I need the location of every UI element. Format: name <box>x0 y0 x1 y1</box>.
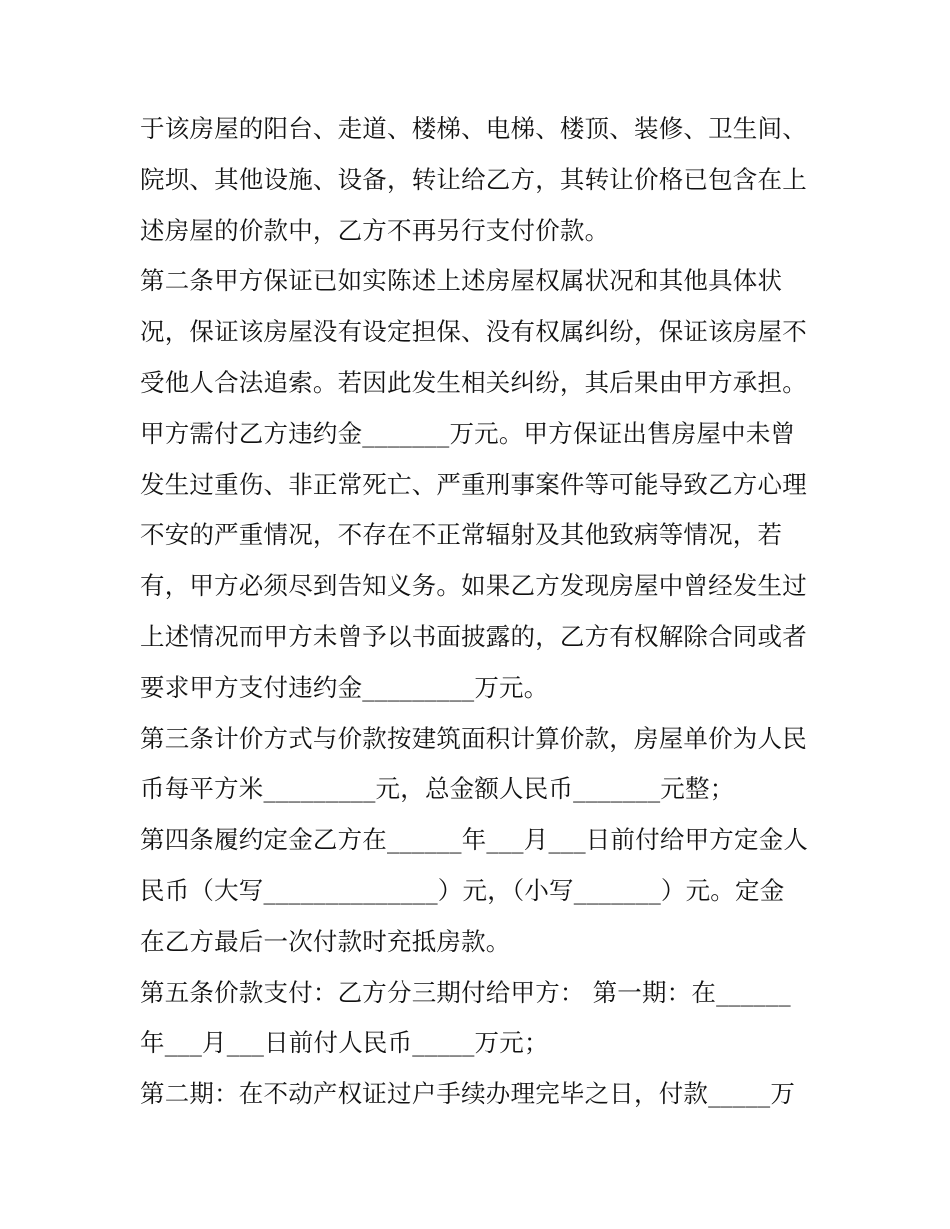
text-line: 第三条计价方式与价款按建筑面积计算价款，房屋单价为人民 <box>140 723 807 753</box>
text-line: 于该房屋的阳台、走道、楼梯、电梯、楼顶、装修、卫生间、 <box>140 114 807 143</box>
text-line: 受他人合法追索。若因此发生相关纠纷，其后果由甲方承担。 <box>140 367 807 397</box>
text-line: 第四条履约定金乙方在______年___月___日前付给甲方定金人 <box>140 825 809 855</box>
text-line: 第二期：在不动产权证过户手续办理完毕之日，付款_____万 <box>140 1079 796 1109</box>
text-line: 院坝、其他设施、设备，转让给乙方，其转让价格已包含在上 <box>140 164 807 194</box>
text-line: 述房屋的价款中，乙方不再另行支付价款。 <box>140 215 610 245</box>
text-line: 币每平方米_________元，总金额人民币_______元整； <box>140 774 735 804</box>
contract-body-text <box>140 104 820 1120</box>
text-line: 年___月___日前付人民币_____万元； <box>140 1028 549 1058</box>
text-line: 要求甲方支付违约金_________万元。 <box>140 672 549 702</box>
text-line: 第五条价款支付：乙方分三期付给甲方： 第一期：在______ <box>140 977 791 1007</box>
text-line: 况，保证该房屋没有设定担保、没有权属纠纷，保证该房屋不 <box>140 317 807 347</box>
text-line: 不安的严重情况，不存在不正常辐射及其他致病等情况，若 <box>140 520 783 550</box>
text-line: 民币（大写______________）元，（小写_______）元。定金 <box>140 875 785 905</box>
text-line: 上述情况而甲方未曾予以书面披露的，乙方有权解除合同或者 <box>140 621 807 651</box>
text-line: 在乙方最后一次付款时充抵房款。 <box>140 926 511 956</box>
text-line: 甲方需付乙方违约金_______万元。甲方保证出售房屋中未曾 <box>140 418 796 448</box>
text-line: 第二条甲方保证已如实陈述上述房屋权属状况和其他具体状 <box>140 266 783 296</box>
text-line: 发生过重伤、非正常死亡、严重刑事案件等可能导致乙方心理 <box>140 469 807 499</box>
text-line: 有，甲方必须尽到告知义务。如果乙方发现房屋中曾经发生过 <box>140 571 807 601</box>
